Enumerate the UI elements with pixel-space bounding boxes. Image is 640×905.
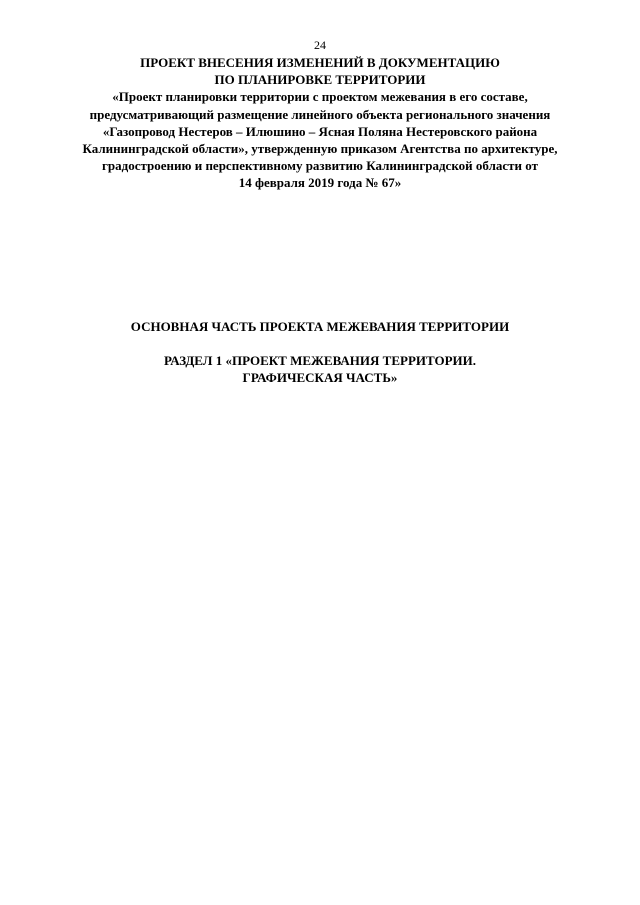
title-line: ПРОЕКТ ВНЕСЕНИЯ ИЗМЕНЕНИЙ В ДОКУМЕНТАЦИЮ <box>140 55 500 70</box>
document-title <box>40 54 600 192</box>
title-line: «Газопровод Нестеров – Илюшино – Ясная Поляна Нестеровского района <box>102 123 538 139</box>
title-line: предусматривающий размещение линейного объекта регионального значения <box>89 106 551 122</box>
section-heading-line: ГРАФИЧЕСКАЯ ЧАСТЬ» <box>242 370 398 385</box>
title-line: ПО ПЛАНИРОВКЕ ТЕРРИТОРИИ <box>214 72 426 88</box>
main-part-heading: ОСНОВНАЯ ЧАСТЬ ПРОЕКТА МЕЖЕВАНИЯ ТЕРРИТОРИИ <box>130 319 510 334</box>
title-line: Калининградской области», утвержденную приказом Агентства по архитектуре, <box>82 141 558 157</box>
title-line: 14 февраля 2019 года № 67» <box>238 175 402 191</box>
section-heading-line: РАЗДЕЛ 1 «ПРОЕКТ МЕЖЕВАНИЯ ТЕРРИТОРИИ. <box>163 353 477 368</box>
title-line: градостроению и перспективному развитию Калининградской области от <box>102 158 538 174</box>
title-line: «Проект планировки территории с проектом межевания в его составе, <box>112 89 528 105</box>
page-number: 24 <box>314 38 326 52</box>
section-heading <box>40 352 600 386</box>
